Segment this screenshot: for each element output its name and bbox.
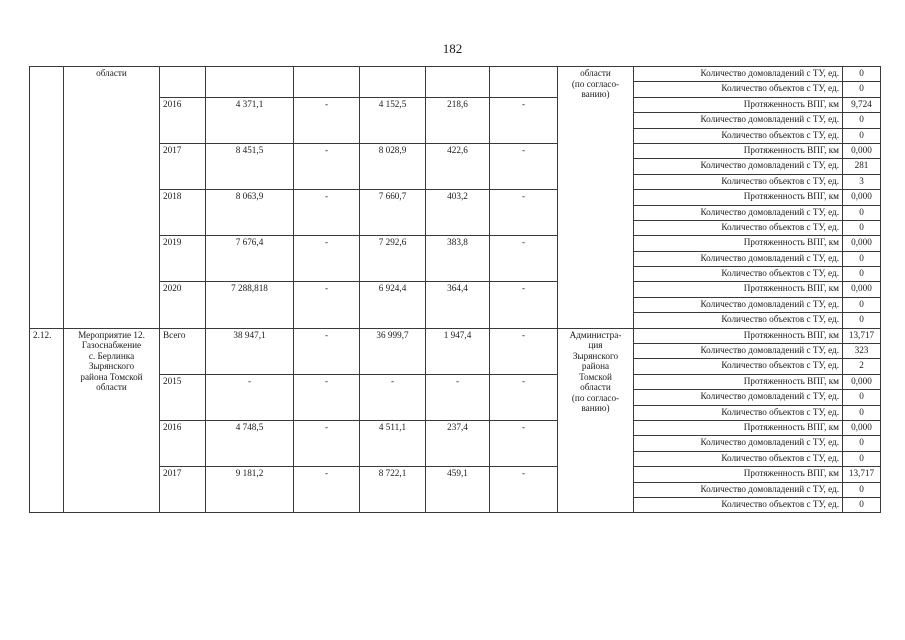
local-cell: 459,1 xyxy=(426,467,490,513)
federal-cell: - xyxy=(294,236,360,282)
indicator-value-cell: 0 xyxy=(843,205,881,220)
other-cell: - xyxy=(490,420,558,466)
indicator-value-cell: 0 xyxy=(843,82,881,97)
other-cell: - xyxy=(490,97,558,143)
indicator-cell: Протяженность ВПГ, км xyxy=(634,236,843,251)
total-cell: 4 371,1 xyxy=(206,97,294,143)
indicator-cell: Количество объектов с ТУ, ед. xyxy=(634,497,843,512)
indicator-value-cell: 0,000 xyxy=(843,190,881,205)
indicator-value-cell: 3 xyxy=(843,174,881,189)
executor-cell: области (по согласо- ванию) xyxy=(558,67,634,329)
federal-cell: - xyxy=(294,97,360,143)
indicator-value-cell: 323 xyxy=(843,344,881,359)
indicator-value-cell: 0 xyxy=(843,267,881,282)
indicator-value-cell: 0,000 xyxy=(843,374,881,389)
year-cell: 2016 xyxy=(160,420,206,466)
year-cell: 2019 xyxy=(160,236,206,282)
indicator-cell: Протяженность ВПГ, км xyxy=(634,374,843,389)
indicator-value-cell: 0 xyxy=(843,451,881,466)
other-cell: - xyxy=(490,328,558,374)
regional-cell: 4 511,1 xyxy=(360,420,426,466)
local-cell: 218,6 xyxy=(426,97,490,143)
year-cell: 2017 xyxy=(160,143,206,189)
indicator-cell: Протяженность ВПГ, км xyxy=(634,97,843,112)
year-cell: 2015 xyxy=(160,374,206,420)
indicator-cell: Количество объектов с ТУ, ед. xyxy=(634,174,843,189)
local-cell xyxy=(426,67,490,98)
federal-cell: - xyxy=(294,420,360,466)
other-cell: - xyxy=(490,374,558,420)
page-number: 182 xyxy=(442,41,463,56)
year-cell: Всего xyxy=(160,328,206,374)
indicator-cell: Количество домовладений с ТУ, ед. xyxy=(634,67,843,82)
indicator-value-cell: 0 xyxy=(843,67,881,82)
local-cell: 422,6 xyxy=(426,143,490,189)
indicator-value-cell: 0 xyxy=(843,313,881,328)
executor-cell: Администра- ция Зырянского района Томской области (по согласо- ванию) xyxy=(558,328,634,513)
indicator-value-cell: 0 xyxy=(843,390,881,405)
indicator-value-cell: 281 xyxy=(843,159,881,174)
other-cell: - xyxy=(490,282,558,328)
indicator-value-cell: 0 xyxy=(843,220,881,235)
indicator-value-cell: 0 xyxy=(843,297,881,312)
number-cell: 2.12. xyxy=(30,328,64,513)
total-cell: 7 288,818 xyxy=(206,282,294,328)
indicator-cell: Количество объектов с ТУ, ед. xyxy=(634,359,843,374)
indicator-cell: Протяженность ВПГ, км xyxy=(634,467,843,482)
indicator-value-cell: 0 xyxy=(843,113,881,128)
indicator-cell: Количество домовладений с ТУ, ед. xyxy=(634,390,843,405)
indicator-value-cell: 2 xyxy=(843,359,881,374)
regional-cell: 4 152,5 xyxy=(360,97,426,143)
year-cell: 2018 xyxy=(160,190,206,236)
indicator-value-cell: 13,717 xyxy=(843,467,881,482)
indicator-cell: Количество объектов с ТУ, ед. xyxy=(634,405,843,420)
regional-cell: 7 292,6 xyxy=(360,236,426,282)
indicator-cell: Количество объектов с ТУ, ед. xyxy=(634,313,843,328)
total-cell: 8 063,9 xyxy=(206,190,294,236)
indicator-cell: Количество объектов с ТУ, ед. xyxy=(634,220,843,235)
local-cell: 1 947,4 xyxy=(426,328,490,374)
indicator-cell: Протяженность ВПГ, км xyxy=(634,328,843,343)
regional-cell: - xyxy=(360,374,426,420)
federal-cell: - xyxy=(294,143,360,189)
indicator-cell: Количество объектов с ТУ, ед. xyxy=(634,128,843,143)
indicator-cell: Протяженность ВПГ, км xyxy=(634,282,843,297)
indicator-value-cell: 0 xyxy=(843,405,881,420)
regional-cell xyxy=(360,67,426,98)
indicator-value-cell: 9,724 xyxy=(843,97,881,112)
other-cell: - xyxy=(490,190,558,236)
table-row xyxy=(30,328,881,343)
indicator-cell: Количество домовладений с ТУ, ед. xyxy=(634,205,843,220)
other-cell: - xyxy=(490,143,558,189)
indicator-value-cell: 0,000 xyxy=(843,236,881,251)
total-cell: 4 748,5 xyxy=(206,420,294,466)
number-cell xyxy=(30,67,64,329)
measure-name-cell: Мероприятие 12. Газоснабжение с. Берлинка Зырянского района Томской области xyxy=(64,328,160,513)
indicator-cell: Количество объектов с ТУ, ед. xyxy=(634,451,843,466)
indicator-value-cell: 0 xyxy=(843,482,881,497)
indicator-value-cell: 13,717 xyxy=(843,328,881,343)
local-cell: 403,2 xyxy=(426,190,490,236)
year-cell: 2017 xyxy=(160,467,206,513)
local-cell: 383,8 xyxy=(426,236,490,282)
local-cell: 237,4 xyxy=(426,420,490,466)
indicator-cell: Количество домовладений с ТУ, ед. xyxy=(634,344,843,359)
indicator-cell: Количество домовладений с ТУ, ед. xyxy=(634,297,843,312)
indicator-cell: Количество домовладений с ТУ, ед. xyxy=(634,482,843,497)
other-cell: - xyxy=(490,467,558,513)
total-cell: 9 181,2 xyxy=(206,467,294,513)
total-cell: 38 947,1 xyxy=(206,328,294,374)
indicator-value-cell: 0,000 xyxy=(843,420,881,435)
regional-cell: 7 660,7 xyxy=(360,190,426,236)
indicator-cell: Протяженность ВПГ, км xyxy=(634,420,843,435)
local-cell: - xyxy=(426,374,490,420)
federal-cell xyxy=(294,67,360,98)
other-cell: - xyxy=(490,236,558,282)
total-cell: - xyxy=(206,374,294,420)
indicator-cell: Количество объектов с ТУ, ед. xyxy=(634,267,843,282)
federal-cell: - xyxy=(294,467,360,513)
indicator-cell: Количество домовладений с ТУ, ед. xyxy=(634,251,843,266)
program-table xyxy=(29,66,881,513)
indicator-cell: Количество объектов с ТУ, ед. xyxy=(634,82,843,97)
indicator-value-cell: 0 xyxy=(843,128,881,143)
indicator-cell: Протяженность ВПГ, км xyxy=(634,143,843,158)
total-cell: 8 451,5 xyxy=(206,143,294,189)
federal-cell: - xyxy=(294,282,360,328)
year-cell xyxy=(160,67,206,98)
indicator-value-cell: 0,000 xyxy=(843,282,881,297)
indicator-cell: Количество домовладений с ТУ, ед. xyxy=(634,159,843,174)
indicator-cell: Количество домовладений с ТУ, ед. xyxy=(634,436,843,451)
total-cell xyxy=(206,67,294,98)
local-cell: 364,4 xyxy=(426,282,490,328)
year-cell: 2016 xyxy=(160,97,206,143)
regional-cell: 8 722,1 xyxy=(360,467,426,513)
indicator-value-cell: 0,000 xyxy=(843,143,881,158)
indicator-value-cell: 0 xyxy=(843,436,881,451)
measure-name-cell: области xyxy=(64,67,160,329)
indicator-value-cell: 0 xyxy=(843,497,881,512)
table-row xyxy=(30,67,881,82)
federal-cell: - xyxy=(294,328,360,374)
other-cell xyxy=(490,67,558,98)
indicator-cell: Протяженность ВПГ, км xyxy=(634,190,843,205)
federal-cell: - xyxy=(294,190,360,236)
regional-cell: 6 924,4 xyxy=(360,282,426,328)
year-cell: 2020 xyxy=(160,282,206,328)
indicator-cell: Количество домовладений с ТУ, ед. xyxy=(634,113,843,128)
regional-cell: 8 028,9 xyxy=(360,143,426,189)
federal-cell: - xyxy=(294,374,360,420)
indicator-value-cell: 0 xyxy=(843,251,881,266)
regional-cell: 36 999,7 xyxy=(360,328,426,374)
total-cell: 7 676,4 xyxy=(206,236,294,282)
